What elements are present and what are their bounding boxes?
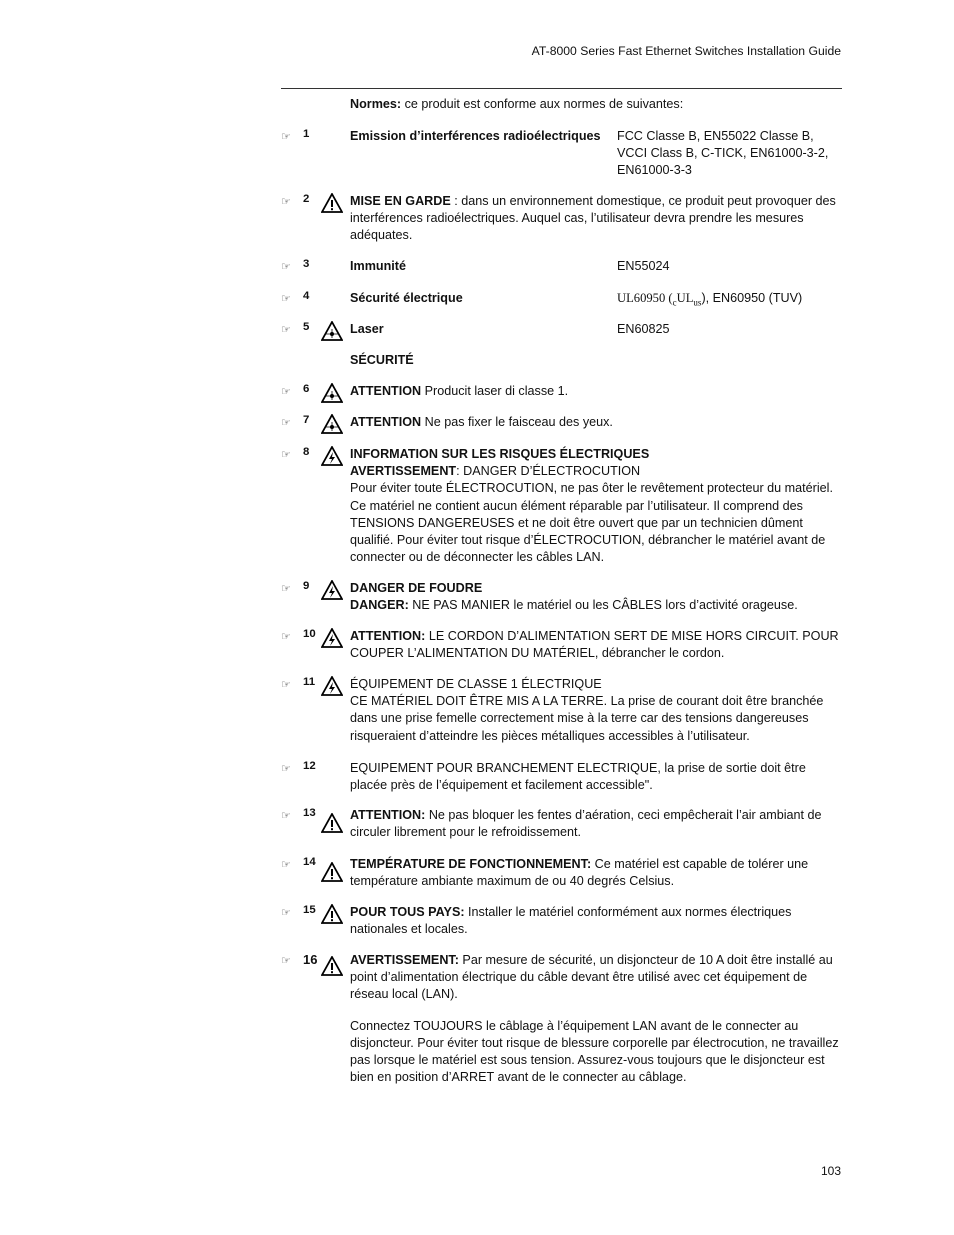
entry-label: Emission d’interférences radioélectriques xyxy=(350,129,601,143)
entry-bold: TEMPÉRATURE DE FONCTIONNEMENT: xyxy=(350,857,592,871)
intro-text: ce produit est conforme aux normes de suivantes: xyxy=(401,97,684,111)
pointing-hand-icon: ☞ xyxy=(281,810,291,822)
entry-text: Ce matériel est capable de tolérer une température ambiante maximum de ou 40 degrés Celsius. xyxy=(350,857,809,889)
warning-icon xyxy=(321,813,343,833)
entry-bold2: DANGER: xyxy=(350,598,409,613)
entry-text2: CE MATÉRIEL DOIT ÊTRE MIS A LA TERRE. La prise de courant doit être branchée dans une prise femelle correctement mise à la terre car des tensions dangereuses risqueraient d’atteindre les pièces métalliques accessibles à l’utilisateur. xyxy=(350,694,824,743)
entry-bold: ATTENTION xyxy=(350,415,422,429)
entry-number: 11 xyxy=(303,676,316,688)
pointing-hand-icon: ☞ xyxy=(281,196,291,208)
entry-number: 14 xyxy=(303,856,316,868)
entry-text: LE CORDON D’ALIMENTATION SERT DE MISE HORS CIRCUIT. POUR COUPER L’ALIMENTATION DU MATÉRIEL, débrancher le cordon. xyxy=(350,629,839,661)
entry-text: Par mesure de sécurité, un disjoncteur de 10 A doit être installé au point d’alimentation électrique du câble devant être utilisé avec cet équipement de réseau local (LAN). xyxy=(350,953,833,1002)
pointing-hand-icon: ☞ xyxy=(281,293,291,305)
entry-bold: AVERTISSEMENT: xyxy=(350,953,459,967)
pointing-hand-icon: ☞ xyxy=(281,449,291,461)
entry-number: 16 xyxy=(303,952,318,967)
entry-number: 4 xyxy=(303,290,310,302)
intro-label: Normes: xyxy=(350,97,402,111)
laser-warning-icon xyxy=(321,414,343,434)
entry-value: EN60825 xyxy=(617,322,670,336)
pointing-hand-icon: ☞ xyxy=(281,324,291,336)
pointing-hand-icon: ☞ xyxy=(281,131,291,143)
entry-number: 8 xyxy=(303,446,310,458)
entry-number: 2 xyxy=(303,193,310,205)
entry-number: 13 xyxy=(303,807,316,819)
entry-text: Producit laser di classe 1. xyxy=(421,384,569,398)
pointing-hand-icon: ☞ xyxy=(281,417,291,429)
warning-icon xyxy=(321,956,343,976)
pointing-hand-icon: ☞ xyxy=(281,386,291,398)
entry-number: 3 xyxy=(303,258,310,270)
entry-number: 7 xyxy=(303,414,310,426)
header-rule xyxy=(281,88,842,89)
entry-text3: Pour éviter toute ÉLECTROCUTION, ne pas ôter le revêtement protecteur du matériel. Ce matériel ne contient aucun élément réparable par l’utilisateur. Il comprend des TENSIONS DANGEREUSES et ne doit être ouvert que par un technicien dûment qualifié. Pour éviter tout risque d’ÉLECTROCUTION, débrancher le matériel avant de connecter ou de déconnecter les câbles LAN. xyxy=(350,481,833,565)
entry-number: 1 xyxy=(303,128,310,140)
pointing-hand-icon: ☞ xyxy=(281,859,291,871)
running-header: AT-8000 Series Fast Ethernet Switches Installation Guide xyxy=(531,44,841,58)
pointing-hand-icon: ☞ xyxy=(281,679,291,691)
warning-icon xyxy=(321,904,343,924)
electrical-hazard-icon xyxy=(321,580,343,600)
entry-bold: POUR TOUS PAYS: xyxy=(350,905,465,919)
electrical-hazard-icon xyxy=(321,628,343,648)
entry-text2: Connectez TOUJOURS le câblage à l’équipement LAN avant de le connecter au disjoncteur. Pour éviter tout risque de blessure corporelle par électrocution, ne travaillez pas lorsque le matériel est sous tension. Assurez-vous toujours que le disjoncteur est bien en position d’ARRET avant de le connecter au câblage. xyxy=(350,1018,839,1085)
entry-bold: ATTENTION: xyxy=(350,629,426,643)
entry-value: FCC Classe B, EN55022 Classe B, VCCI Class B, C-TICK, EN61000-3-2, EN61000-3-3 xyxy=(617,129,829,178)
pointing-hand-icon: ☞ xyxy=(281,261,291,273)
entry-label: Laser xyxy=(350,322,384,336)
pointing-hand-icon: ☞ xyxy=(281,907,291,919)
warning-icon xyxy=(321,862,343,882)
entry-number: 9 xyxy=(303,580,310,592)
pointing-hand-icon: ☞ xyxy=(281,955,291,967)
entry-bold2: AVERTISSEMENT xyxy=(350,464,457,479)
warning-icon xyxy=(321,193,343,213)
pointing-hand-icon: ☞ xyxy=(281,583,291,595)
entry-bold: MISE EN GARDE xyxy=(350,194,451,208)
entry-number: 15 xyxy=(303,904,316,916)
entry-bold: ATTENTION xyxy=(350,384,422,398)
pointing-hand-icon: ☞ xyxy=(281,763,291,775)
entry-value: UL60950 $(_cUL_{us})$, EN60950 (TUV) xyxy=(617,291,803,308)
entry-value: EN55024 xyxy=(617,259,670,273)
entry-text: Ne pas bloquer les fentes d’aération, ceci empêcherait l’air ambiant de circuler librement pour le refroidissement. xyxy=(350,808,822,840)
entry-text2: NE PAS MANIER le matériel ou les CÂBLES lors d’activité orageuse. xyxy=(408,598,798,613)
entry-bold: DANGER DE FOUDRE xyxy=(350,581,483,595)
entry-bold: INFORMATION SUR LES RISQUES ÉLECTRIQUES xyxy=(350,447,650,461)
entry-label: Sécurité électrique xyxy=(350,291,463,305)
entry-text: Ne pas fixer le faisceau des yeux. xyxy=(421,415,613,429)
pointing-hand-icon: ☞ xyxy=(281,631,291,643)
entry-text: ÉQUIPEMENT DE CLASSE 1 ÉLECTRIQUE xyxy=(350,677,602,691)
entry-number: 10 xyxy=(303,628,316,640)
electrical-hazard-icon xyxy=(321,676,343,696)
entry-text2: : DANGER D’ÉLECTROCUTION xyxy=(456,464,641,479)
laser-warning-icon xyxy=(321,321,343,341)
page-number: 103 xyxy=(820,1164,841,1178)
entry-text: Installer le matériel conformément aux normes électriques nationales et locales. xyxy=(350,905,792,937)
entry-number: 5 xyxy=(303,321,310,333)
entry-label: Immunité xyxy=(350,259,406,273)
electrical-hazard-icon xyxy=(321,446,343,466)
entry-number: 12 xyxy=(303,760,316,772)
laser-warning-icon xyxy=(321,383,343,403)
entry-number: 6 xyxy=(303,383,310,395)
entry-text: : dans un environnement domestique, ce produit peut provoquer des interférences radioélectriques. Auquel cas, l’utilisateur devra prendre les mesures adéquates. xyxy=(350,194,836,243)
entry-bold: ATTENTION: xyxy=(350,808,426,822)
entry-text: EQUIPEMENT POUR BRANCHEMENT ELECTRIQUE, la prise de sortie doit être placée près de l’équipement et facilement accessible". xyxy=(350,761,806,793)
